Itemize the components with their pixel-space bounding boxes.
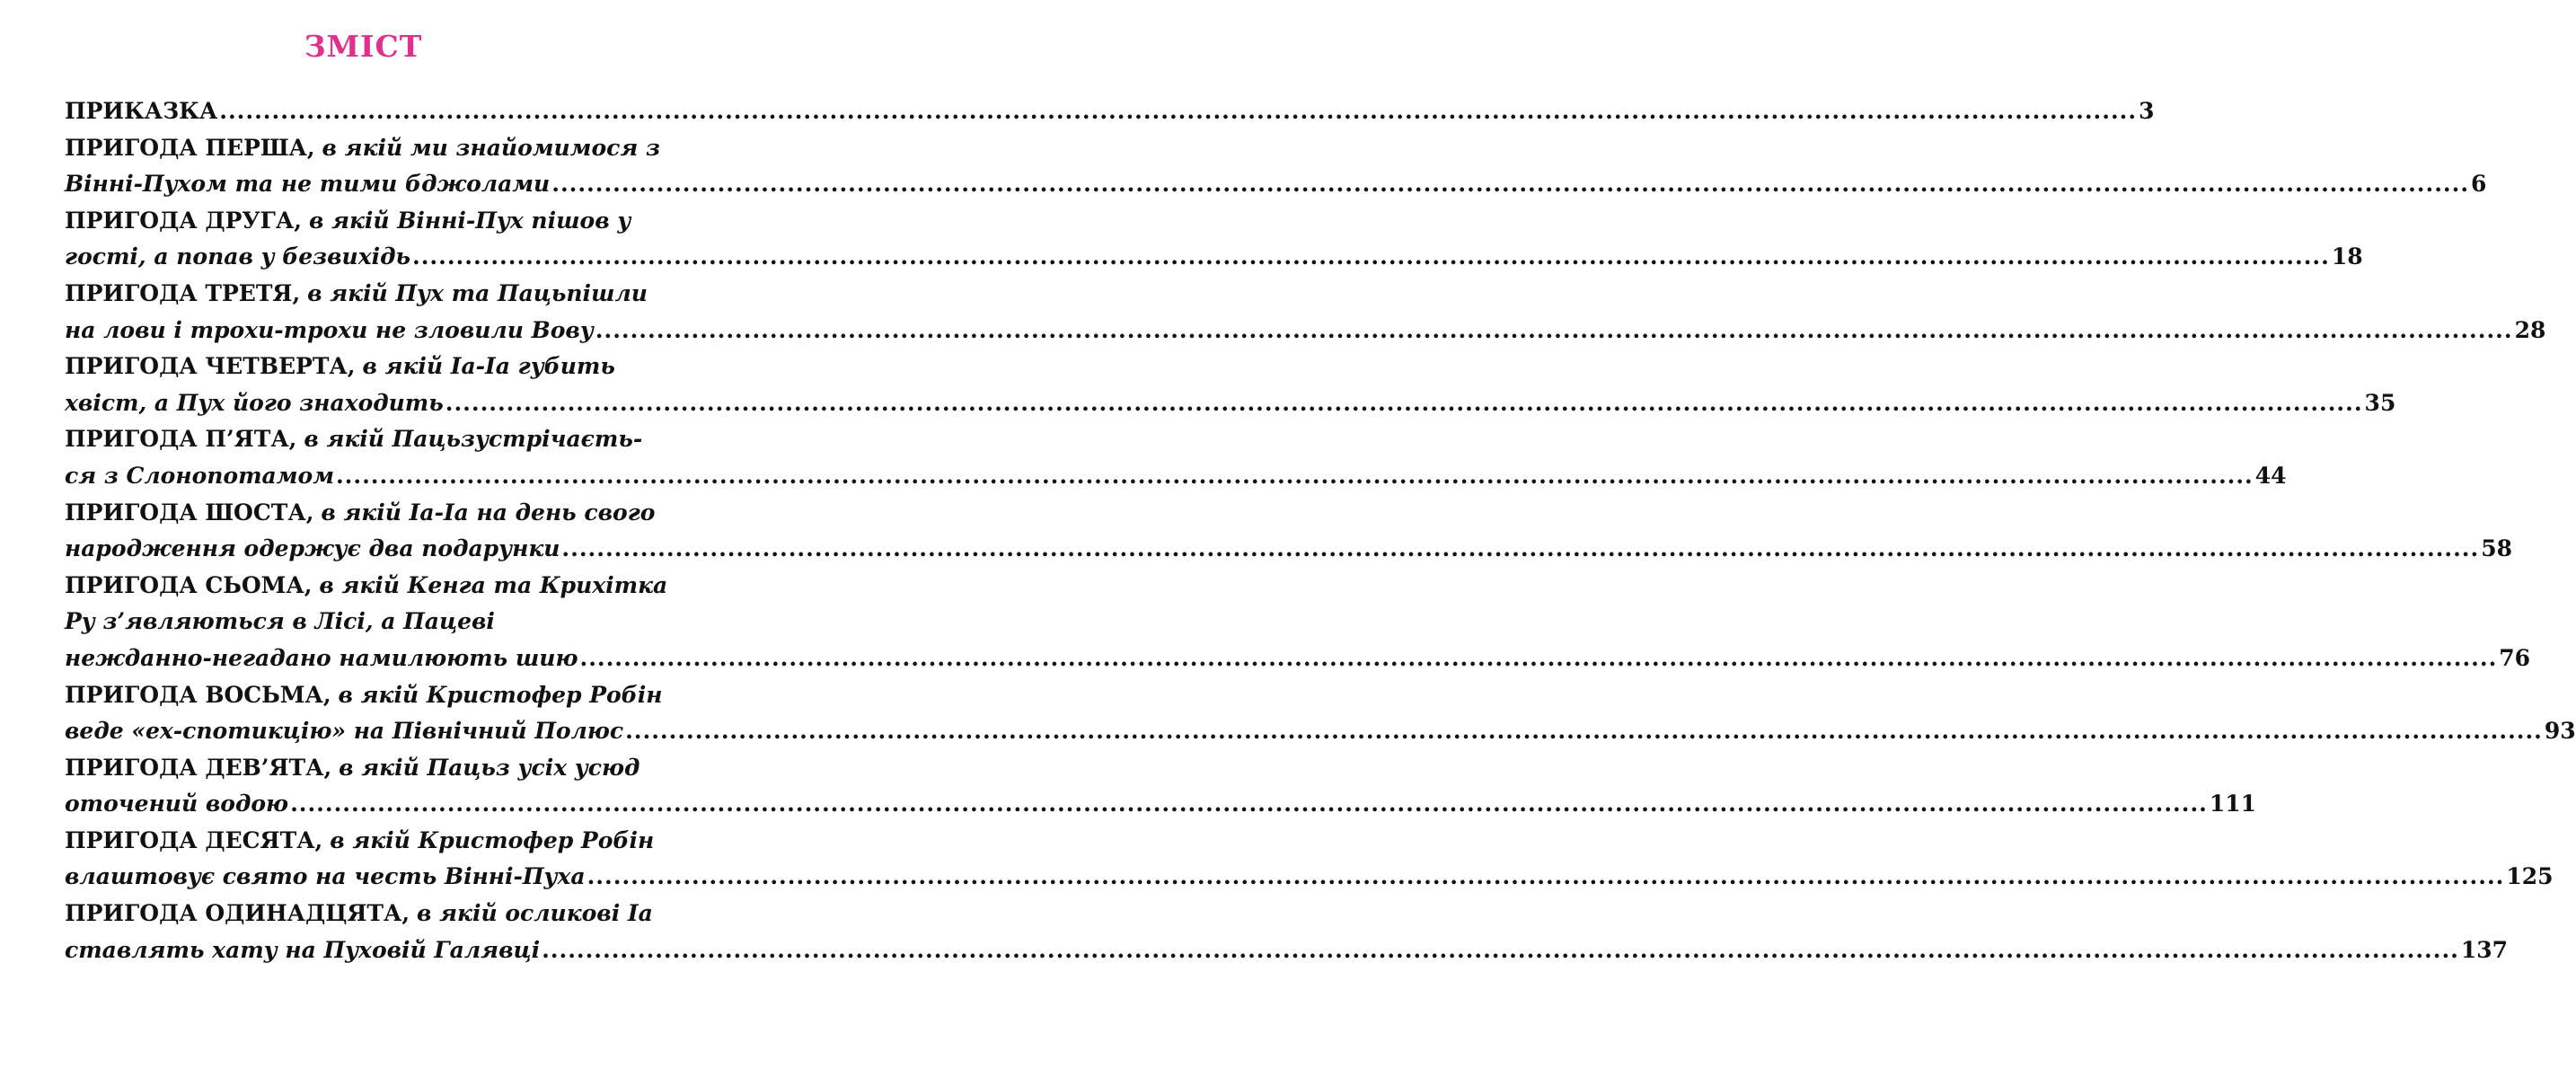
leader-dots: ............................................................................................................................................................................................................................ bbox=[551, 171, 2470, 198]
toc-entry-line bbox=[65, 495, 675, 532]
entry-page-number: 76 bbox=[2499, 644, 2531, 671]
entry-page-number: 18 bbox=[2331, 243, 2363, 270]
toc-entry-line bbox=[65, 239, 2363, 276]
toc-entry-line bbox=[65, 458, 2287, 495]
toc-entry-line bbox=[65, 568, 675, 605]
entry-heading: ПРИГОДА СЬОМА, bbox=[65, 571, 313, 598]
entry-heading: ПРИГОДА ТРЕТЯ, bbox=[65, 279, 301, 306]
leader-dots: ............................................................................................................................................................................................................................ bbox=[219, 98, 2138, 124]
leader-dots: ............................................................................................................................................................................................................................ bbox=[579, 644, 2498, 671]
entry-page-number: 28 bbox=[2514, 316, 2546, 343]
toc-entry-line bbox=[65, 641, 2531, 677]
entry-description: ся з Слонопотамом bbox=[65, 462, 334, 489]
entry-page-number: 137 bbox=[2460, 936, 2509, 963]
leader-dots: ............................................................................................................................................................................................................................ bbox=[587, 863, 2505, 890]
toc-entry-line bbox=[65, 750, 675, 787]
entry-page-number: 44 bbox=[2254, 462, 2287, 489]
entry-page-number: 35 bbox=[2364, 389, 2396, 416]
entry-description: в якій Кристофер Робін bbox=[338, 681, 663, 708]
leader-dots: ............................................................................................................................................................................................................................ bbox=[445, 389, 2363, 416]
toc-entry-line bbox=[65, 677, 675, 714]
entry-page-number: 93 bbox=[2544, 718, 2576, 745]
entry-description: Ру з’являються в Лісі, а Пацеві bbox=[65, 608, 495, 635]
entry-page-number: 58 bbox=[2481, 535, 2513, 562]
leader-dots: ............................................................................................................................................................................................................................ bbox=[595, 316, 2513, 343]
entry-description: в якій Кенга та Крихітка bbox=[319, 571, 668, 598]
entry-heading: ПРИГОДА ДРУГА, bbox=[65, 207, 303, 234]
entry-heading: ПРИГОДА ВОСЬМА, bbox=[65, 681, 331, 708]
entry-description: веде «ех-спотикцію» на Північний Полюс bbox=[65, 718, 624, 745]
entry-description: ставлять хату на Пуховій Галявці bbox=[65, 936, 541, 963]
entry-description: в якій осликові Іа bbox=[417, 900, 653, 927]
entry-description: Вінні-Пухом та не тими бджолами bbox=[65, 171, 551, 198]
entry-heading: ПРИГОДА ДЕСЯТА, bbox=[65, 826, 323, 853]
toc-entry-line bbox=[65, 786, 2257, 823]
entry-description: оточений водою bbox=[65, 791, 289, 817]
toc-entry-line bbox=[65, 421, 675, 458]
entry-description: в якій Іа-Іа губить bbox=[362, 353, 615, 380]
entry-description: гості, а попав у безвихідь bbox=[65, 243, 411, 270]
entry-description: в якій Пацьз усіх усюд bbox=[339, 754, 640, 781]
entry-page-number: 111 bbox=[2209, 791, 2257, 817]
toc-entry-line bbox=[65, 349, 675, 385]
toc-entry-line bbox=[65, 713, 2576, 750]
toc-entry-line bbox=[65, 859, 2554, 896]
toc-entry-line bbox=[65, 604, 675, 641]
entry-heading: ПРИГОДА П’ЯТА, bbox=[65, 426, 297, 453]
toc-entry-line bbox=[65, 823, 675, 860]
entry-heading: ПРИКАЗКА bbox=[65, 98, 218, 124]
leader-dots: ............................................................................................................................................................................................................................ bbox=[625, 718, 2543, 745]
entry-description: влаштовує свято на честь Вінні-Пуха bbox=[65, 863, 586, 890]
entry-description: в якій Пацьзустрічаєть- bbox=[304, 426, 643, 453]
toc-entry-line bbox=[65, 203, 675, 240]
toc-entry-line bbox=[65, 896, 675, 932]
entry-heading: ПРИГОДА ОДИНАДЦЯТА, bbox=[65, 900, 410, 927]
toc-entry-line bbox=[65, 93, 2155, 130]
entry-description: хвіст, а Пух його знаходить bbox=[65, 389, 444, 416]
entry-heading: ПРИГОДА ДЕВ’ЯТА, bbox=[65, 754, 332, 781]
entry-description: нежданно-негадано намилюють шию bbox=[65, 644, 578, 671]
leader-dots: ............................................................................................................................................................................................................................ bbox=[542, 936, 2459, 963]
leader-dots: ............................................................................................................................................................................................................................ bbox=[561, 535, 2480, 562]
entry-heading: ПРИГОДА ШОСТА, bbox=[65, 499, 314, 526]
toc-entry-line bbox=[65, 385, 2396, 422]
leader-dots: ............................................................................................................................................................................................................................ bbox=[290, 791, 2208, 817]
toc-entry-line bbox=[65, 313, 2546, 349]
entry-heading: ПРИГОДА ЧЕТВЕРТА, bbox=[65, 353, 356, 380]
entry-description: в якій Пух та Пацьпішли bbox=[307, 279, 648, 306]
entry-heading: ПРИГОДА ПЕРША, bbox=[65, 134, 315, 161]
toc-entry-line bbox=[65, 276, 675, 313]
leader-dots: ............................................................................................................................................................................................................................ bbox=[412, 243, 2330, 270]
entry-description: народження одержує два подарунки bbox=[65, 535, 560, 562]
table-of-contents bbox=[65, 93, 2576, 968]
entry-page-number: 3 bbox=[2139, 98, 2155, 124]
entry-description: в якій Іа-Іа на день свого bbox=[321, 499, 656, 526]
entry-description: в якій Вінні-Пух пішов у bbox=[308, 207, 631, 234]
entry-description: в якій Кристофер Робін bbox=[330, 826, 655, 853]
entry-page-number: 125 bbox=[2506, 863, 2554, 890]
entry-description: на лови і трохи-трохи не зловили Вову bbox=[65, 316, 594, 343]
leader-dots: ............................................................................................................................................................................................................................ bbox=[335, 462, 2254, 489]
entry-page-number: 6 bbox=[2471, 171, 2487, 198]
toc-entry-line bbox=[65, 531, 2513, 568]
toc-entry-line bbox=[65, 166, 2487, 203]
toc-entry-line bbox=[65, 130, 675, 167]
entry-description: в якій ми знайомимося з bbox=[322, 134, 660, 161]
toc-entry-line bbox=[65, 932, 2509, 969]
page-title: ЗМІСТ bbox=[304, 29, 423, 64]
